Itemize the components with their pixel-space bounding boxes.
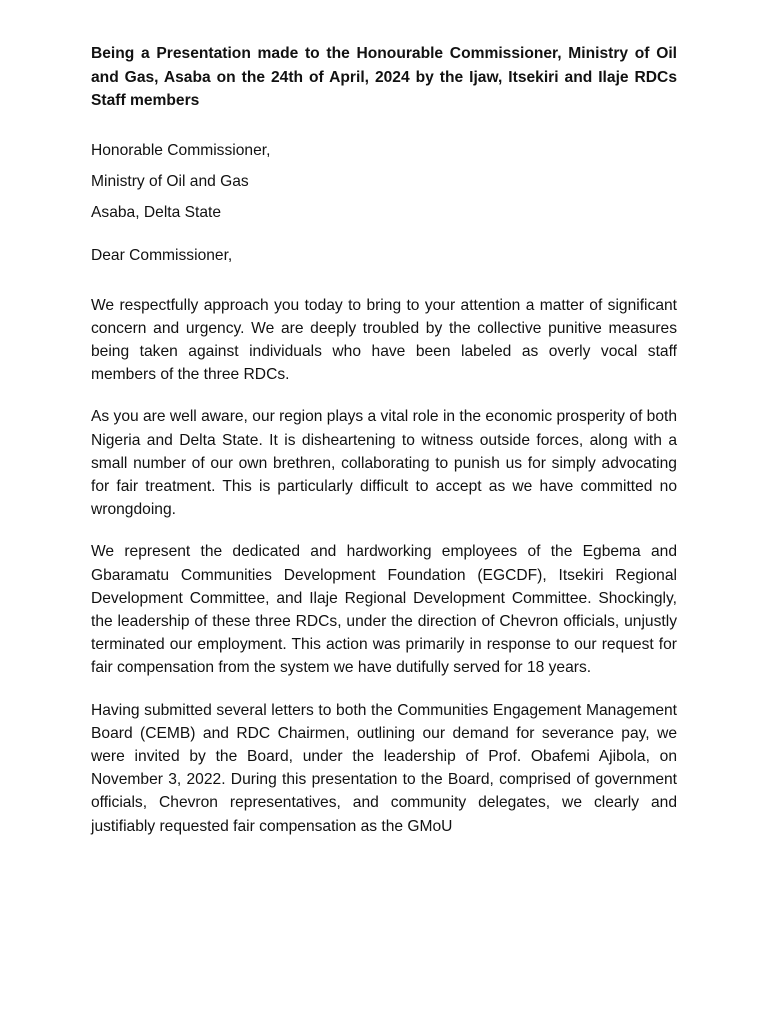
paragraph-2: As you are well aware, our region plays a vital role in the economic prosperity of both Nigeria and Delta State. It is disheartening to witness outside forces, along with a small number of our own brethren, collaborating to punish us for simply advocating for fair treatment. This is particularly difficult to accept as we have committed no wrongdoing. <box>91 408 677 519</box>
paragraph-4: Having submitted several letters to both the Communities Engagement Management Board (CEMB) and RDC Chairmen, outlining our demand for severance pay, we were invited by the Board, under the leadership of Prof. Obafemi Ajibola, on November 3, 2022. During this presentation to the Board, comprised of government officials, Chevron representatives, and community delegates, we clearly and justifiably requested fair compensation as the GMoU <box>91 701 677 835</box>
paragraph-1: We respectfully approach you today to bring to your attention a matter of significant concern and urgency. We are deeply troubled by the collective punitive measures being taken against individuals who have been labeled as overly vocal staff members of the three RDCs. <box>91 296 677 384</box>
address-line-1: Honorable Commissioner, <box>91 141 271 159</box>
document-page <box>91 42 677 838</box>
address-line-3: Asaba, Delta State <box>91 203 222 221</box>
document-heading: Being a Presentation made to the Honourable Commissioner, Ministry of Oil and Gas, Asaba on the 24th of April, 2024 by the Ijaw, Itsekiri and Ilaje RDCs Staff members <box>91 45 677 109</box>
paragraph-3: We represent the dedicated and hardworking employees of the Egbema and Gbaramatu Communities Development Foundation (EGCDF), Itsekiri Regional Development Committee, and Ilaje Regional Development Committee. Shockingly, the leadership of these three RDCs, under the direction of Chevron officials, unjustly terminated our employment. This action was primarily in response to our request for fair compensation from the system we have dutifully served for 18 years. <box>91 543 677 677</box>
recipient-address <box>91 135 677 228</box>
address-line-2: Ministry of Oil and Gas <box>91 172 249 190</box>
salutation: Dear Commissioner, <box>91 246 233 264</box>
